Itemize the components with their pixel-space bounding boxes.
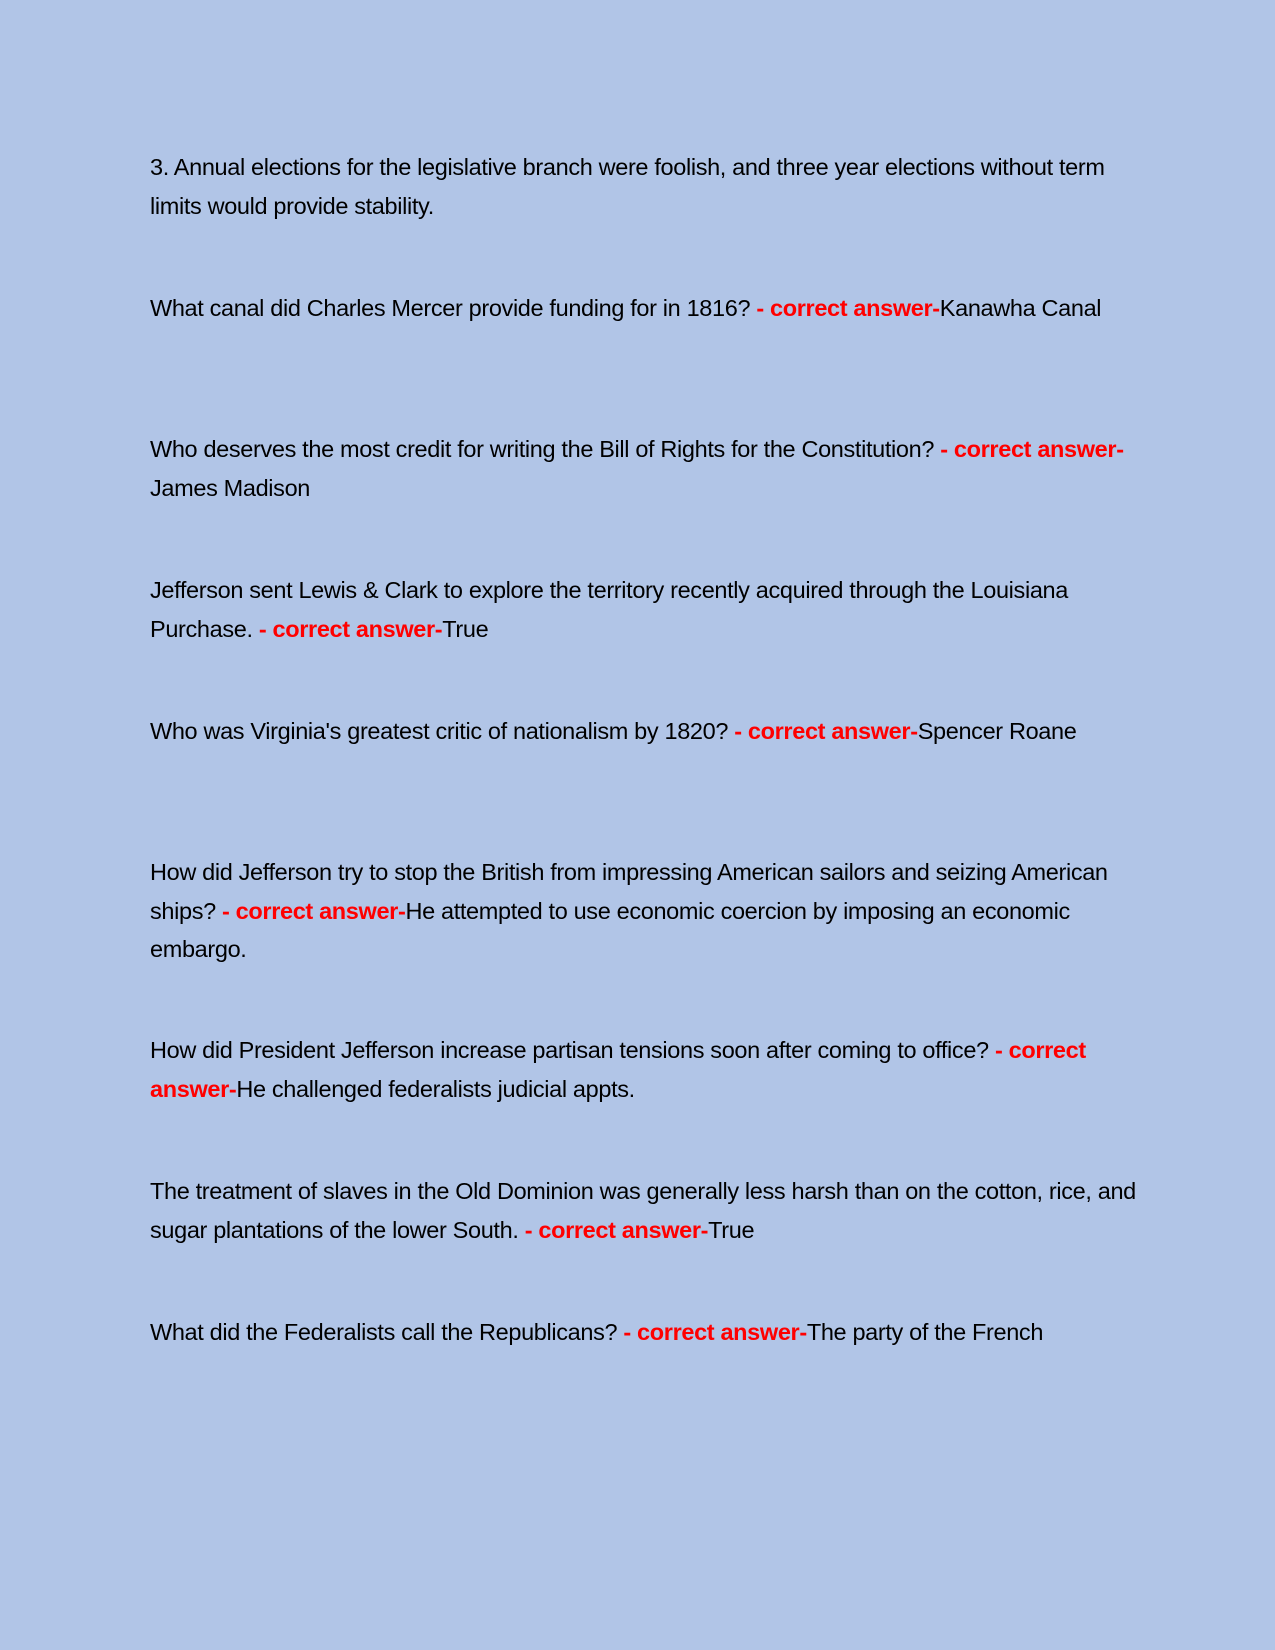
question-text: 3. Annual elections for the legislative branch were foolish, and three year elections without term limits would provide stability. [150,154,1105,219]
qa-item-8 [150,1172,1140,1249]
correct-answer-marker: - correct answer- [734,718,918,744]
correct-answer-marker: - correct answer- [524,1216,709,1243]
question-text: What did the Federalists call the Republicans? [150,1319,624,1345]
qa-item-9 [150,1313,1140,1352]
qa-item-5 [150,712,1140,751]
qa-item-3 [150,430,1140,507]
correct-answer-marker: - correct answer- [258,615,443,642]
qa-item-6 [150,853,1140,969]
answer-text: Spencer Roane [917,718,1077,744]
question-text: Jefferson sent Lewis & Clark to explore the territory recently acquired through the Louisiana Purchase. [150,577,1068,642]
answer-text: James Madison [150,474,311,501]
correct-answer-marker: - correct answer- [756,295,940,321]
answer-text: He attempted to use economic coercion by imposing an economic embargo. [150,897,1070,962]
question-text: The treatment of slaves in the Old Dominion was generally less harsh than on the cotton, rice, and sugar plantations of the lower South. [150,1178,1136,1243]
answer-text: Kanawha Canal [939,295,1102,321]
qa-item-1 [150,148,1140,225]
correct-answer-marker: - correct answer- [150,1037,1086,1102]
answer-text: The party of the French [806,1319,1044,1345]
question-text: Who was Virginia's greatest critic of nationalism by 1820? [150,718,735,744]
answer-text: True [708,1216,755,1243]
correct-answer-marker: - correct answer- [940,436,1124,462]
qa-item-4 [150,571,1140,648]
question-text: What canal did Charles Mercer provide funding for in 1816? [150,295,757,321]
correct-answer-marker: - correct answer- [623,1319,807,1345]
question-text: How did Jefferson try to stop the British from impressing American sailors and seizing American ships? [150,859,1108,924]
qa-item-7 [150,1031,1140,1108]
correct-answer-marker: - correct answer- [222,897,406,924]
question-text: Who deserves the most credit for writing the Bill of Rights for the Constitution? [150,436,941,462]
qa-item-2 [150,289,1140,328]
question-text: How did President Jefferson increase partisan tensions soon after coming to office? [150,1037,995,1063]
answer-text: He challenged federalists judicial appts. [236,1075,635,1102]
answer-text: True [442,615,489,642]
